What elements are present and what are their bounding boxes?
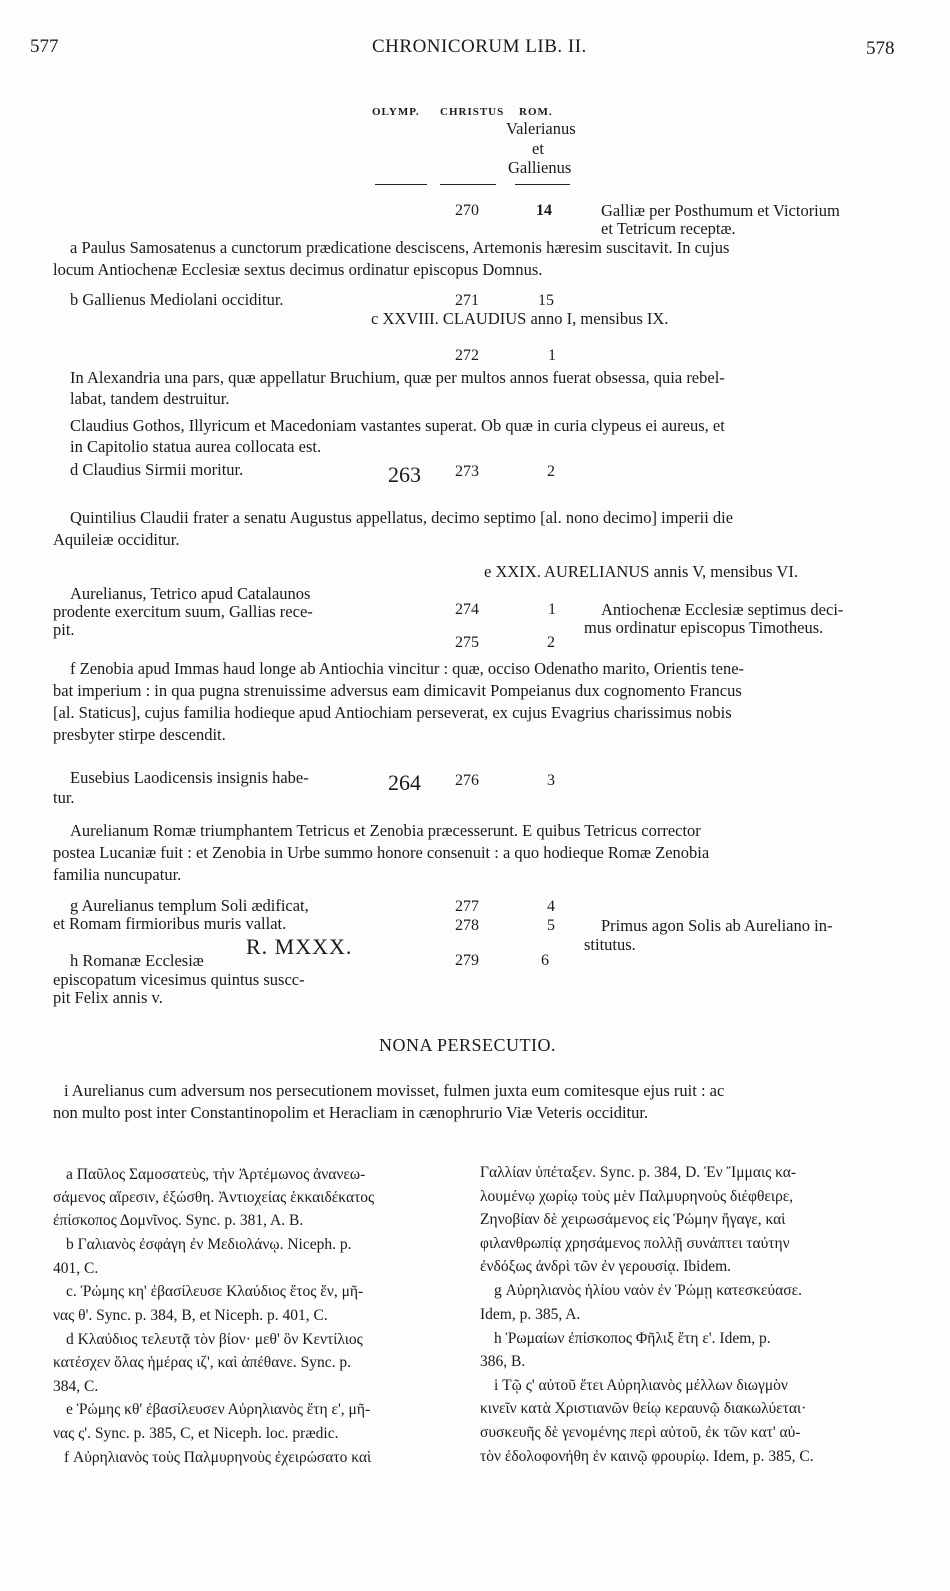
agon-line2: stitutus. bbox=[584, 935, 636, 954]
year-270: 270 bbox=[455, 202, 479, 219]
col-rom: ROM. bbox=[519, 106, 553, 118]
footnote-line: e Ῥώμης κθ' ἐβασίλευσεν Αὐρηλιανὸς ἔτη ε', μῆ- bbox=[66, 1401, 371, 1418]
footnote-line: Ζηνοβίαν δὲ χειρωσάμενος εἰς Ῥώμην ἤγαγε, καὶ bbox=[480, 1211, 786, 1228]
olymp-263: 263 bbox=[388, 462, 421, 487]
rule-rom bbox=[515, 184, 570, 185]
year-271: 271 bbox=[455, 292, 479, 309]
gothos-line1: Claudius Gothos, Illyricum et Macedoniam vastantes superat. Ob quæ in curia clypeus ei aureus, et bbox=[70, 416, 725, 435]
gallia-line1: Galliæ per Posthumum et Victorium bbox=[601, 201, 840, 220]
quintilius-line2: Aquileiæ occiditur. bbox=[53, 530, 180, 549]
footnote-line: λουμένῳ χωρίῳ τοὺς μὲν Παλμυρηνοὺς διέφθειρε, bbox=[480, 1188, 794, 1205]
footnote-line: ἐνδόξως ἀνδρὶ τῶν ἐν γερουσίᾳ. Ibidem. bbox=[480, 1258, 732, 1275]
note-b: b Gallienus Mediolani occiditur. bbox=[70, 290, 284, 309]
reign-header-line1: Valerianus bbox=[506, 119, 576, 138]
left-page-number: 577 bbox=[30, 36, 59, 57]
year-273: 273 bbox=[455, 463, 479, 480]
reign-274: 1 bbox=[548, 601, 556, 618]
section-title: NONA PERSECUTIO. bbox=[379, 1035, 557, 1055]
note-h-line2: episcopatum vicesimus quintus suscc- bbox=[53, 970, 305, 989]
tetrico-line2: prodente exercitum suum, Gallias rece- bbox=[53, 602, 313, 621]
year-276: 276 bbox=[455, 772, 479, 789]
footnote-line: σάμενος αἵρεσιν, ἐξώσθη. Ἀντιοχείας ἑκκαιδέκατος bbox=[53, 1189, 375, 1206]
year-278: 278 bbox=[455, 917, 479, 934]
footnote-line: τὸν ἐδολοφονήθη ἐν καινῷ φρουρίῳ. Idem, p. 385, C. bbox=[480, 1448, 814, 1465]
note-g-line1: g Aurelianus templum Soli ædificat, bbox=[70, 896, 309, 915]
footnote-line: 386, B. bbox=[480, 1353, 526, 1370]
reign-header-line3: Gallienus bbox=[508, 158, 572, 177]
footnote-line: f Αὐρηλιανὸς τοὺς Παλμυρηνοὺς ἐχειρώσατο καὶ bbox=[64, 1449, 372, 1466]
timotheus-line2: mus ordinatur episcopus Timotheus. bbox=[584, 618, 824, 637]
col-olymp: OLYMP. bbox=[372, 106, 420, 118]
zenobia-line1: f Zenobia apud Immas haud longe ab Antiochia vincitur : quæ, occiso Odenatho marito, Orientis tene- bbox=[70, 659, 745, 678]
reign-273: 2 bbox=[547, 463, 555, 480]
reign-270: 14 bbox=[536, 202, 552, 219]
footnote-line: Idem, p. 385, A. bbox=[480, 1306, 581, 1323]
footnote-line: νας θ'. Sync. p. 384, B, et Niceph. p. 401, C. bbox=[53, 1307, 328, 1324]
note-a-line2: locum Antiochenæ Ecclesiæ sextus decimus ordinatur episcopus Domnus. bbox=[53, 260, 543, 279]
footnote-line: φιλανθρωπίᾳ χρησάμενος πολλῇ συνάπτει ταύτην bbox=[480, 1235, 790, 1252]
note-g-line2: et Romam firmioribus muris vallat. bbox=[53, 914, 287, 933]
zenobia-line2: bat imperium : in qua pugna strenuissime adversus eam dimicavit Pompeianus dux cognomento Francus bbox=[53, 681, 742, 700]
reign-278: 5 bbox=[547, 917, 555, 934]
reign-276: 3 bbox=[547, 772, 555, 789]
rule-olymp bbox=[375, 184, 427, 185]
footnote-line: h Ῥωμαίων ἐπίσκοπος Φῆλιξ ἔτη ε'. Idem, p. bbox=[494, 1330, 771, 1347]
note-a-line1: a Paulus Samosatenus a cunctorum prædicatione desciscens, Artemonis hæresim suscitavit. In cujus bbox=[70, 238, 730, 257]
olymp-264: 264 bbox=[388, 770, 421, 795]
note-h-line3: pit Felix annis v. bbox=[53, 988, 163, 1007]
right-page-number: 578 bbox=[866, 38, 895, 59]
tetrico-line3: pit. bbox=[53, 620, 75, 639]
footnote-line: b Γαλιανὸς ἐσφάγη ἐν Μεδιολάνῳ. Niceph. p. bbox=[66, 1236, 352, 1253]
quintilius-line1: Quintilius Claudii frater a senatu Augustus appellatus, decimo septimo [al. nono decimo] imperii die bbox=[70, 508, 734, 527]
footnote-line: c. Ῥώμης κη' ἐβασίλευσε Κλαύδιος ἔτος ἕν, μῆ- bbox=[66, 1283, 364, 1300]
footnote-line: a Παῦλος Σαμοσατεὺς, τὴν Ἀρτέμωνος ἀνανεω- bbox=[66, 1166, 366, 1183]
footnote-line: νας ς'. Sync. p. 385, C, et Niceph. loc. prædic. bbox=[53, 1425, 339, 1442]
year-277: 277 bbox=[455, 898, 479, 915]
aurelianus-reign: e XXIX. AURELIANUS annis V, mensibus VI. bbox=[484, 562, 798, 581]
zenobia-line4: presbyter stirpe descendit. bbox=[53, 725, 226, 744]
reign-275: 2 bbox=[547, 634, 555, 651]
year-272: 272 bbox=[455, 347, 479, 364]
footnote-line: i Τῷ ς' αὐτοῦ ἔτει Αὐρηλιανὸς μέλλων διωγμὸν bbox=[494, 1377, 788, 1394]
year-275: 275 bbox=[455, 634, 479, 651]
footnote-line: d Κλαύδιος τελευτᾷ τὸν βίον· μεθ' ὃν Κεντίλιος bbox=[66, 1331, 363, 1348]
triumph-line3: familia nuncupatur. bbox=[53, 865, 182, 884]
year-274: 274 bbox=[455, 601, 479, 618]
timotheus-line1: Antiochenæ Ecclesiæ septimus deci- bbox=[601, 600, 844, 619]
roman-year-mxxx: R. MXXX. bbox=[246, 934, 353, 959]
eusebius-line1: Eusebius Laodicensis insignis habe- bbox=[70, 768, 309, 787]
note-i-line2: non multo post inter Constantinopolim et Heracliam in cænophrurio Viæ Veteris occiditur. bbox=[53, 1103, 649, 1122]
claudius-reign: c XXVIII. CLAUDIUS anno I, mensibus IX. bbox=[371, 309, 669, 328]
alexandria-line1: In Alexandria una pars, quæ appellatur Bruchium, quæ per multos annos fuerat obsessa, quia rebel- bbox=[70, 368, 725, 387]
gallia-line2: et Tetricum receptæ. bbox=[601, 219, 736, 238]
agon-line1: Primus agon Solis ab Aureliano in- bbox=[601, 916, 833, 935]
note-i-line1: i Aurelianus cum adversum nos persecutionem movisset, fulmen juxta eum comitesque ejus ruit : ac bbox=[64, 1081, 725, 1100]
reign-277: 4 bbox=[547, 898, 555, 915]
reign-279: 6 bbox=[541, 952, 549, 969]
footnote-line: συσκευῆς δὲ γενομένης περὶ αὐτοῦ, ἐκ τῶν κατ' αὐ- bbox=[480, 1424, 801, 1441]
footnote-line: g Αὐρηλιανὸς ἡλίου ναὸν ἐν Ῥώμῃ κατεσκεύασε. bbox=[494, 1282, 802, 1299]
reign-header-line2: et bbox=[532, 139, 544, 158]
year-279: 279 bbox=[455, 952, 479, 969]
gothos-line2: in Capitolio statua aurea collocata est. bbox=[70, 437, 322, 456]
alexandria-line2: labat, tandem destruitur. bbox=[70, 389, 230, 408]
reign-272: 1 bbox=[548, 347, 556, 364]
rule-christus bbox=[440, 184, 496, 185]
tetrico-line1: Aurelianus, Tetrico apud Catalaunos bbox=[70, 584, 311, 603]
note-d: d Claudius Sirmii moritur. bbox=[70, 460, 244, 479]
eusebius-line2: tur. bbox=[53, 788, 75, 807]
col-christus: CHRISTUS bbox=[440, 106, 505, 118]
footnote-line: 384, C. bbox=[53, 1378, 99, 1395]
note-h-line1: h Romanæ Ecclesiæ bbox=[70, 951, 204, 970]
reign-271: 15 bbox=[538, 292, 554, 309]
footnote-line: 401, C. bbox=[53, 1260, 99, 1277]
footnote-line: κατέσχεν ὅλας ἡμέρας ιζ', καὶ ἀπέθανε. Sync. p. bbox=[53, 1354, 351, 1371]
footnote-line: κινεῖν κατὰ Χριστιανῶν θείῳ κεραυνῷ διακωλύεται· bbox=[480, 1400, 807, 1417]
footnote-line: Γαλλίαν ὑπέταξεν. Sync. p. 384, D. Ἐν Ἴμμαις κα- bbox=[480, 1164, 797, 1181]
triumph-line1: Aurelianum Romæ triumphantem Tetricus et Zenobia præcesserunt. E quibus Tetricus corrector bbox=[70, 821, 701, 840]
footnote-line: ἐπίσκοπος Δομνῖνος. Sync. p. 381, A. B. bbox=[53, 1212, 304, 1229]
running-title: CHRONICORUM LIB. II. bbox=[372, 36, 587, 57]
triumph-line2: postea Lucaniæ fuit : et Zenobia in Urbe summo honore consenuit : a quo hodieque Romæ Zenobia bbox=[53, 843, 710, 862]
zenobia-line3: [al. Staticus], cujus familia hodieque apud Antiochiam perseverat, ex cujus Evagrius charissimus nobis bbox=[53, 703, 732, 722]
